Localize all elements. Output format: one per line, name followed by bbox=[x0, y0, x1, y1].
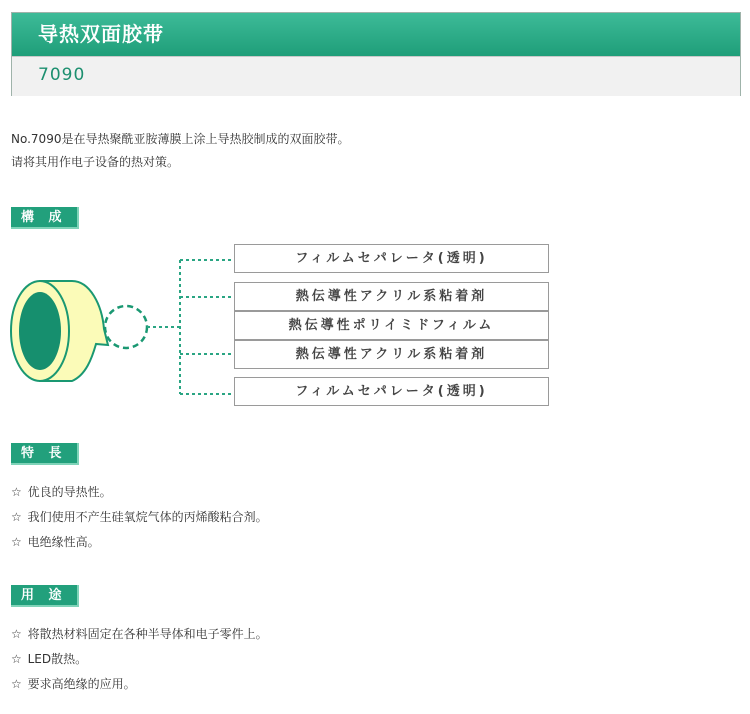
list-item: ☆ LED散热。 bbox=[11, 652, 88, 666]
magnifier-circle-icon bbox=[105, 306, 147, 348]
layer-polyimide-film: 熱伝導性ポリイミドフィルム bbox=[234, 311, 549, 340]
star-icon: ☆ bbox=[11, 535, 22, 549]
star-icon: ☆ bbox=[11, 677, 22, 691]
star-icon: ☆ bbox=[11, 652, 22, 666]
layer-separator-top: フィルムセパレータ(透明) bbox=[234, 244, 549, 273]
section-tag-uses: 用 途 bbox=[11, 585, 79, 607]
intro-line-1: No.7090是在导热聚酰亚胺薄膜上涂上导热胶制成的双面胶带。 bbox=[11, 132, 350, 146]
layer-adhesive-top: 熱伝導性アクリル系粘着剤 bbox=[234, 282, 549, 311]
list-item: ☆ 电绝缘性高。 bbox=[11, 535, 100, 549]
list-item: ☆ 要求高绝缘的应用。 bbox=[11, 677, 136, 691]
star-icon: ☆ bbox=[11, 485, 22, 499]
product-header bbox=[11, 12, 741, 96]
layer-separator-bottom: フィルムセパレータ(透明) bbox=[234, 377, 549, 406]
product-model: 7090 bbox=[12, 56, 740, 96]
intro-line-2: 请将其用作电子设备的热对策。 bbox=[11, 155, 180, 169]
list-item: ☆ 我们使用不产生硅氧烷气体的丙烯酸粘合剂。 bbox=[11, 510, 268, 524]
uses-list bbox=[11, 622, 268, 697]
layer-adhesive-bottom: 熱伝導性アクリル系粘着剤 bbox=[234, 340, 549, 369]
product-title: 导热双面胶带 bbox=[12, 13, 740, 56]
section-tag-structure: 構 成 bbox=[11, 207, 79, 229]
structure-diagram bbox=[0, 230, 750, 420]
star-icon: ☆ bbox=[11, 510, 22, 524]
star-icon: ☆ bbox=[11, 627, 22, 641]
intro-text bbox=[11, 128, 349, 174]
list-item: ☆ 优良的导热性。 bbox=[11, 485, 112, 499]
features-list bbox=[11, 480, 268, 555]
section-tag-features: 特 長 bbox=[11, 443, 79, 465]
list-item: ☆ 将散热材料固定在各种半导体和电子零件上。 bbox=[11, 627, 268, 641]
